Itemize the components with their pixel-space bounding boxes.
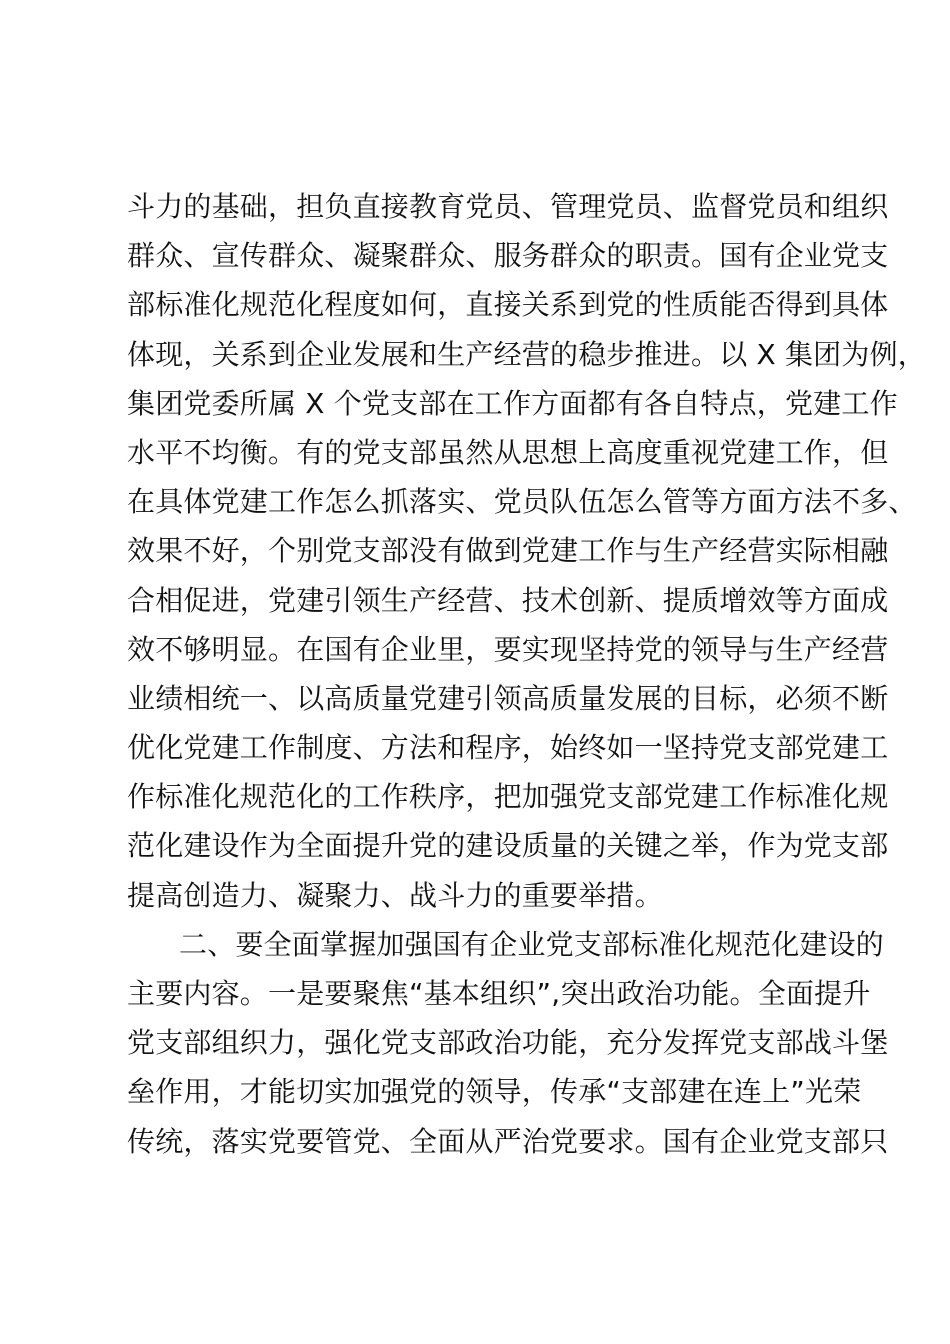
text-line: 党支部组织力，强化党支部政治功能，充分发挥党支部战斗堡 [127,1026,889,1060]
text-line: 提高创造力、凝聚力、战斗力的重要举措。 [127,878,663,912]
text-line: 优化党建工作制度、方法和程序，始终如一坚持党支部党建工 [127,731,889,765]
text-line: 在具体党建工作怎么抓落实、党员队伍怎么管等方面方法不多、 [127,485,917,519]
text-line: 二、要全面掌握加强国有企业党支部标准化规范化建设的 [179,927,885,961]
text-line: 主要内容。一是要聚焦“基本组织”,突出政治功能。全面提升 [127,977,871,1010]
text-line: 部标准化规范化程度如何，直接关系到党的性质能否得到具体 [127,288,889,322]
text-line: 传统，落实党要管党、全面从严治党要求。国有企业党支部只 [127,1124,889,1158]
text-line: 合相促进，党建引领生产经营、技术创新、提质增效等方面成 [127,583,889,617]
text-line: 效果不好，个别党支部没有做到党建工作与生产经营实际相融 [127,534,889,568]
text-line: 斗力的基础，担负直接教育党员、管理党员、监督党员和组织 [127,190,889,223]
paragraph-1 [127,182,926,920]
text-line: 垒作用，才能切实加强党的领导，传承“支部建在连上”光荣 [127,1075,862,1109]
text-line: 效不够明显。在国有企业里，要实现坚持党的领导与生产经营 [127,632,889,666]
text-line: 范化建设作为全面提升党的建设质量的关键之举，作为党支部 [127,829,889,863]
text-line: 体现，关系到企业发展和生产经营的稳步推进。以 X 集团为例， [127,337,926,371]
paragraph-2 [127,920,889,1166]
text-line: 作标准化规范化的工作秩序，把加强党支部党建工作标准化规 [127,780,889,814]
text-line: 水平不均衡。有的党支部虽然从思想上高度重视党建工作，但 [127,435,889,469]
text-line: 集团党委所属 X 个党支部在工作方面都有各自特点，党建工作 [127,386,898,420]
text-line: 群众、宣传群众、凝聚群众、服务群众的职责。国有企业党支 [127,239,889,273]
body-text [127,182,926,1166]
text-line: 业绩相统一、以高质量党建引领高质量发展的目标，必须不断 [127,681,889,715]
